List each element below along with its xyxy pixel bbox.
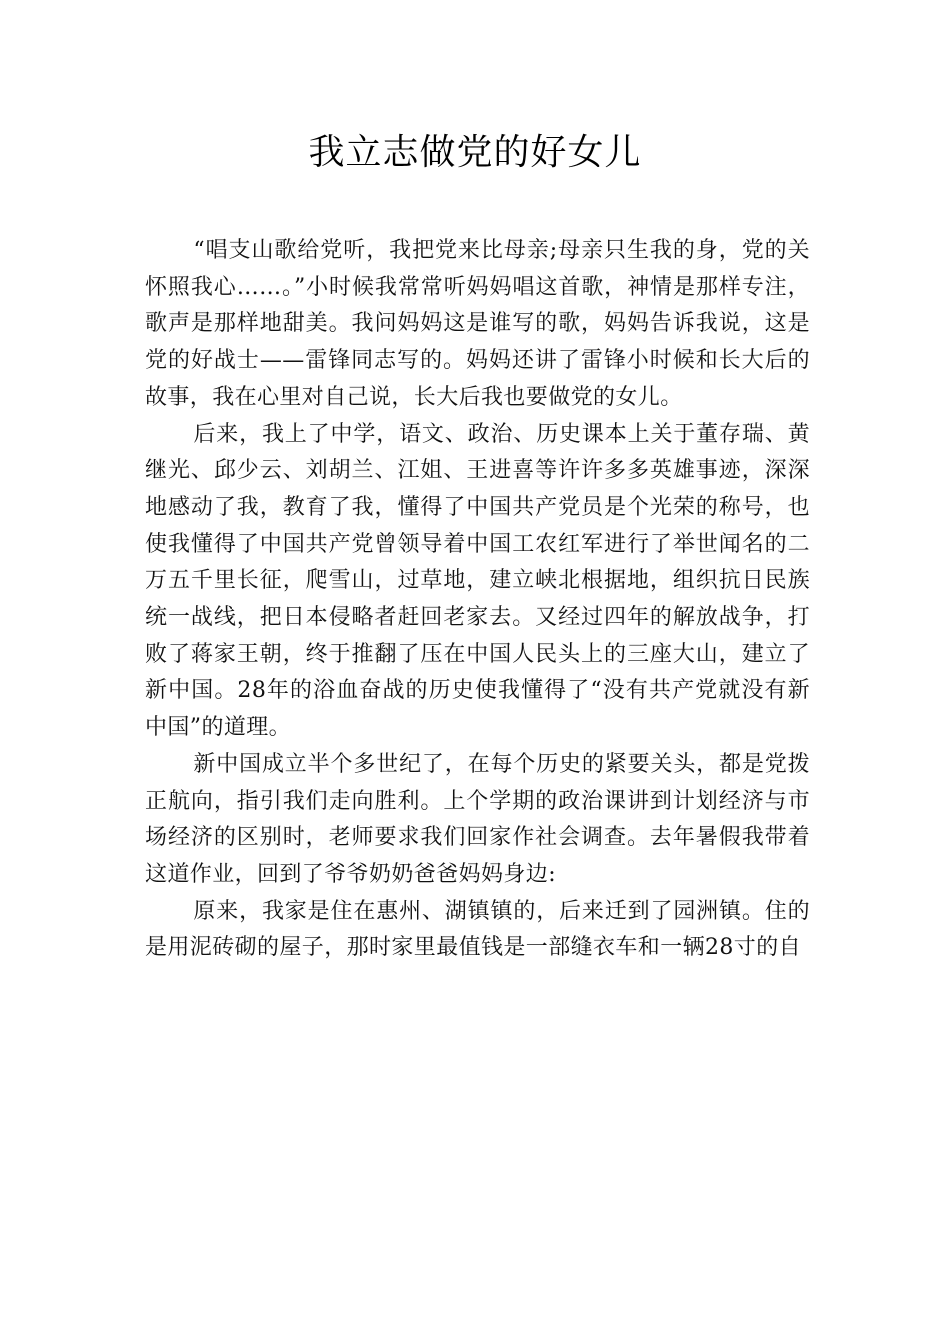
paragraph: “唱支山歌给党听，我把党来比母亲;母亲只生我的身，党的关怀照我心……。”小时候我常常听妈妈唱这首歌，神情是那样专注，歌声是那样地甜美。我问妈妈这是谁写的歌，妈妈告诉我说，这是党的好战士——雷锋同志写的。妈妈还讲了雷锋小时候和长大后的故事，我在心里对自己说，长大后我也要做党的女儿。 (145, 238, 810, 410)
document-body (145, 233, 810, 967)
paragraph: 原来，我家是住在惠州、湖镇镇的，后来迁到了园洲镇。住的是用泥砖砌的屋子，那时家里最值钱是一部缝衣车和一辆28寸的自 (145, 898, 810, 961)
paragraph: 后来，我上了中学，语文、政治、历史课本上关于董存瑞、黄继光、邱少云、刘胡兰、江姐、王进喜等许许多多英雄事迹，深深地感动了我，教育了我，懂得了中国共产党员是个光荣的称号，也使我懂得了中国共产党曾领导着中国工农红军进行了举世闻名的二万五千里长征，爬雪山，过草地，建立峡北根据地，组织抗日民族统一战线，把日本侵略者赶回老家去。又经过四年的解放战争，打败了蒋家王朝，终于推翻了压在中国人民头上的三座大山，建立了新中国。28年的浴血奋战的历史使我懂得了“没有共产党就没有新中国”的道理。 (145, 421, 810, 741)
document-title: 我立志做党的好女儿 (308, 132, 642, 173)
paragraph: 新中国成立半个多世纪了，在每个历史的紧要关头，都是党拨正航向，指引我们走向胜利。上个学期的政治课讲到计划经济与市场经济的区别时，老师要求我们回家作社会调查。去年暑假我带着这道作业，回到了爷爷奶奶爸爸妈妈身边: (145, 751, 810, 887)
